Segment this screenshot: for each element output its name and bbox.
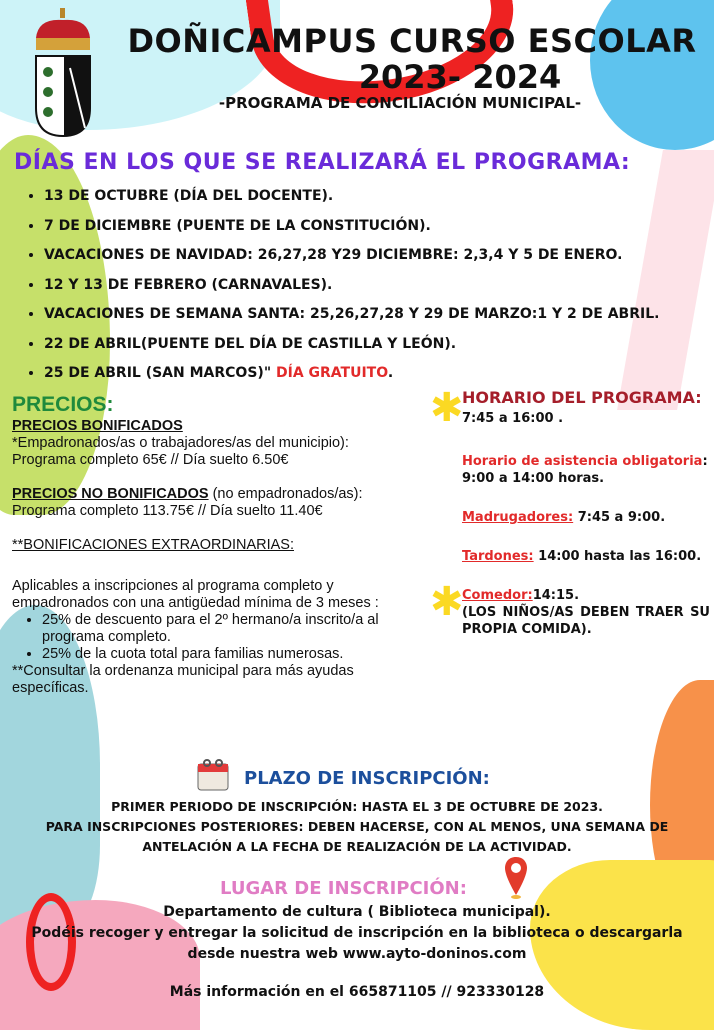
schedule-title: HORARIO DEL PROGRAMA: [462, 388, 702, 407]
registration-place-line1: Departamento de cultura ( Biblioteca municipal). [163, 904, 551, 920]
extra-footer: **Consultar la ordenanza municipal para más ayudas específicas. [12, 663, 354, 696]
late-line [462, 548, 710, 565]
lunch-line [462, 587, 710, 604]
bonificados-heading: PRECIOS BONIFICADOS [12, 418, 183, 434]
extra-item: • 25% de descuento para el 2º hermano/a inscrito/a al programa completo. [42, 612, 432, 646]
page-title-line2: 2023- 2024 [358, 58, 562, 96]
mandatory-label: Horario de asistencia obligatoria [462, 454, 703, 469]
schedule-hours: 7:45 a 16:00 . [462, 411, 564, 426]
no-bonificados-line [12, 486, 432, 503]
late-label: Tardones: [462, 549, 534, 564]
page-title-line1: DOÑICAMPUS CURSO ESCOLAR [127, 22, 697, 60]
day-item: • 13 DE OCTUBRE (DÍA DEL DOCENTE). [44, 182, 659, 212]
calendar-icon [196, 758, 230, 792]
day-item: • 7 DE DICIEMBRE (PUENTE DE LA CONSTITUCIÓN). [44, 212, 659, 242]
lunch-note: (LOS NIÑOS/AS DEBEN TRAER SU PROPIA COMIDA). [462, 605, 710, 637]
day-item-text: 25 DE ABRIL (SAN MARCOS)" [44, 365, 272, 381]
extra-item: • 25% de la cuota total para familias numerosas. [42, 646, 432, 663]
schedule-section [462, 389, 710, 638]
contact-info: Más información en el 665871105 // 923330128 [169, 984, 545, 1000]
extra-list [12, 612, 432, 663]
days-list [22, 182, 659, 389]
registration-place-text [10, 902, 704, 965]
location-pin-icon [504, 855, 528, 901]
day-item: • VACACIONES DE SEMANA SANTA: 25,26,27,28 Y 29 DE MARZO:1 Y 2 DE ABRIL. [44, 300, 659, 330]
lunch-value: 14:15. [532, 588, 580, 603]
day-item: • VACACIONES DE NAVIDAD: 26,27,28 Y29 DICIEMBRE: 2,3,4 Y 5 DE ENERO. [44, 241, 659, 271]
mandatory-value: 9:00 a 14:00 horas. [462, 471, 605, 486]
coat-of-arms-logo [30, 8, 96, 138]
registration-period-title: PLAZO DE INSCRIPCIÓN: [244, 768, 490, 789]
day-item-free [44, 359, 659, 389]
decor-yellow-burst-1: ✱ [430, 386, 464, 430]
free-day-suffix: . [387, 365, 394, 381]
day-item: • 12 Y 13 DE FEBRERO (CARNAVALES). [44, 271, 659, 301]
extra-heading: **BONIFICACIONES EXTRAORDINARIAS: [12, 537, 294, 553]
registration-period-text [20, 797, 694, 857]
bonificados-prices: Programa completo 65€ // Día suelto 6.50€ [12, 452, 289, 468]
registration-period-line2: PARA INSCRIPCIONES POSTERIORES: DEBEN HACERSE, CON AL MENOS, UNA SEMANA DE ANTELACIÓN A LA FECHA DE REALIZACIÓN DE LA ACTIVIDAD. [45, 819, 669, 854]
decor-yellow-burst-2: ✱ [430, 580, 464, 624]
no-bonificados-prices: Programa completo 113.75€ // Día suelto 11.40€ [12, 503, 323, 519]
no-bonificados-heading: PRECIOS NO BONIFICADOS [12, 486, 209, 502]
no-bonificados-note: (no empadronados/as): [208, 486, 363, 502]
early-value: 7:45 a 9:00. [573, 510, 666, 525]
prices-section-title: PRECIOS: [12, 393, 114, 416]
registration-place-line2: Podéis recoger y entregar la solicitud de inscripción en la biblioteca o descargarla desde nuestra web www.ayto-doninos.com [31, 925, 683, 962]
early-label: Madrugadores: [462, 510, 574, 525]
page-subtitle: -PROGRAMA DE CONCILIACIÓN MUNICIPAL- [218, 94, 582, 112]
mandatory-line: Horario de asistencia obligatoria: [462, 454, 708, 469]
extra-intro: Aplicables a inscripciones al programa completo y empadronados con una antigüedad mínima de 3 meses : [12, 578, 379, 611]
day-item: • 22 DE ABRIL(PUENTE DEL DÍA DE CASTILLA Y LEÓN). [44, 330, 659, 360]
registration-place-title: LUGAR DE INSCRIPCIÓN: [220, 878, 467, 899]
late-value: 14:00 hasta las 16:00. [533, 549, 702, 564]
bonificados-note: *Empadronados/as o trabajadores/as del municipio): [12, 435, 349, 451]
lunch-label: Comedor: [462, 588, 533, 603]
registration-period-line1: PRIMER PERIODO DE INSCRIPCIÓN: HASTA EL 3 DE OCTUBRE DE 2023. [111, 799, 603, 814]
days-section-title: DÍAS EN LOS QUE SE REALIZARÁ EL PROGRAMA: [14, 150, 631, 175]
prices-section [12, 418, 432, 697]
early-line [462, 509, 710, 526]
free-day-label: DÍA GRATUITO [276, 365, 388, 381]
